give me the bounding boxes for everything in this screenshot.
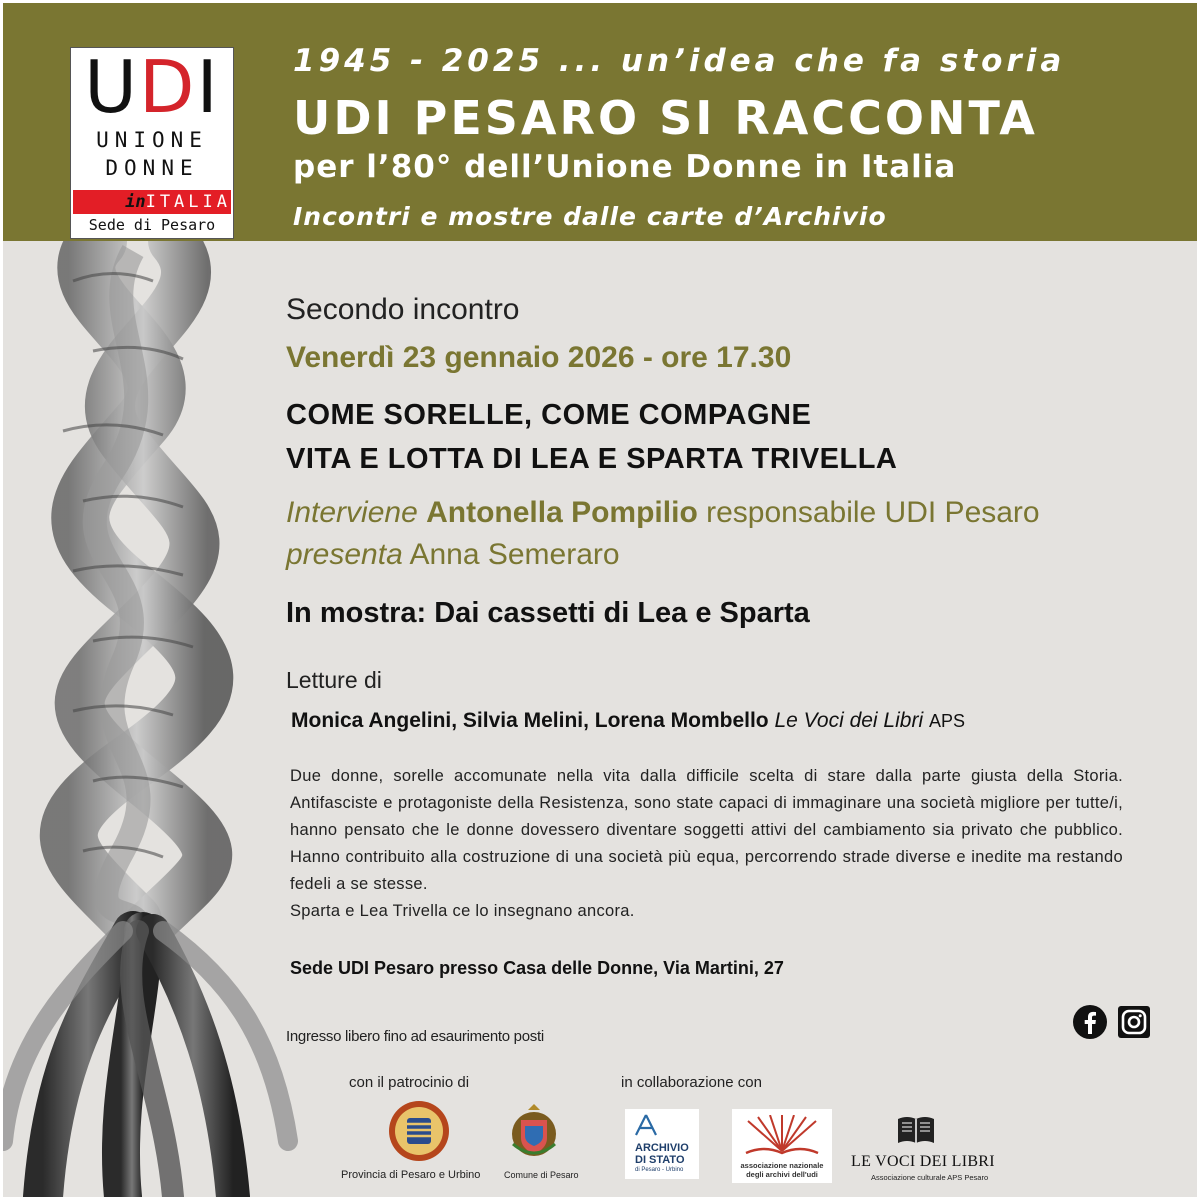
description-closing: Sparta e Lea Trivella ce lo insegnano ancora. [290,902,635,920]
header-title: UDI PESARO SI RACCONTA [293,91,1038,145]
description [290,763,1123,925]
archivi-udi-logo [732,1109,832,1183]
voci-subtitle: Associazione culturale APS Pesaro [871,1173,989,1182]
event-title-line1: COME SORELLE, COME COMPAGNE [286,399,812,431]
open-book-icon [896,1113,936,1147]
venue: Sede UDI Pesaro presso Casa delle Donne, Via Martini, 27 [290,958,784,978]
logo-sede: Sede di Pesaro [88,216,216,234]
collaboration-label: in collaborazione con [621,1074,762,1091]
patronage-label: con il patrocinio di [349,1074,470,1091]
province-seal-icon [388,1100,450,1162]
book-rays-icon [740,1115,824,1157]
archivio-a-icon [635,1114,657,1136]
event-title-line2: VITA E LOTTA DI LEA E SPARTA TRIVELLA [286,443,898,475]
logo-line-donne: DONNE [105,156,199,180]
archivio-line3: di Pesaro - Urbino [635,1167,684,1173]
assoc-line2: degli archivi dell'udi [746,1170,818,1179]
header-subtitle: per l’80° dell’Unione Donne in Italia [293,149,957,185]
speaker-line: Interviene Antonella Pompilio responsabile UDI Pesaro [286,496,1040,529]
instagram-icon[interactable] [1117,1005,1151,1039]
udi-logo [70,47,234,239]
exhibit-line: In mostra: Dai cassetti di Lea e Sparta [286,597,810,629]
header-tagline: Incontri e mostre dalle carte d’Archivio [293,202,887,231]
event-poster [3,3,1197,1197]
entry-note: Ingresso libero fino ad esaurimento posti [286,1028,544,1045]
event-date: Venerdì 23 gennaio 2026 - ore 17.30 [286,341,792,374]
assoc-line1: associazione nazionale [740,1161,824,1170]
archivio-line2: DI STATO [635,1154,685,1166]
archivio-line1: ARCHIVIO [635,1142,689,1154]
description-paragraph: Due donne, sorelle accomunate nella vita dalla difficile scelta di stare dalla parte giusta della Storia. Antifasciste e protagoniste della Resistenza, sono state capaci di immaginare una società migliore per tutte/i, hanno pensato che le donne dovessero diventare soggetti attivi del cambiamento sia privato che pubblico. Hanno contribuito alla costruzione di una società più equa, percorrendo strade diverse e inedite ma restando fedeli a se stesse. [290,767,1123,893]
voci-title: LE VOCI DEI LIBRI [851,1153,995,1170]
logo-line-unione: UNIONE [96,128,208,152]
province-caption: Provincia di Pesaro e Urbino [341,1169,481,1181]
event-kicker: Secondo incontro [286,293,520,326]
readers-line: Monica Angelini, Silvia Melini, Lorena Mombello Le Voci dei Libri APS [291,709,965,732]
facebook-icon[interactable] [1073,1005,1107,1039]
readings-label: Letture di [286,667,382,693]
comune-crest-icon [501,1100,567,1166]
logo-udi-letters: UDI [84,45,220,129]
header-band [3,3,1197,241]
braid-illustration [3,241,303,1197]
comune-caption: Comune di Pesaro [504,1170,579,1180]
presenter-line: presenta Anna Semeraro [286,538,620,571]
archivio-stato-logo [625,1109,699,1179]
header-dates: 1945 - 2025 ... un’idea che fa storia [293,43,1066,79]
logo-italia-bar: inITALIA [73,190,231,214]
